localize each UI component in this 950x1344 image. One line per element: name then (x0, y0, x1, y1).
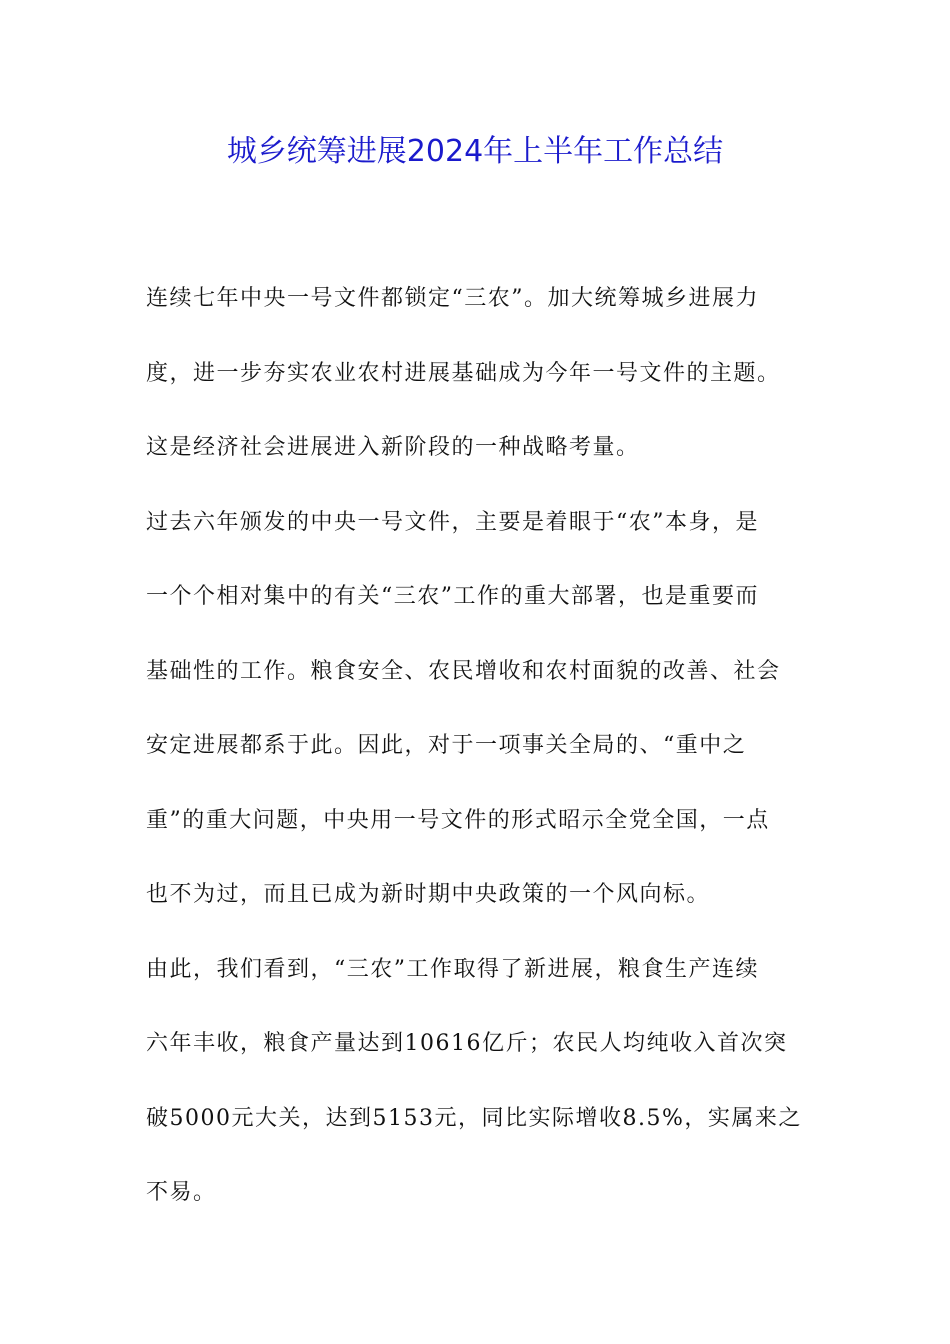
document-body (146, 262, 806, 1231)
paragraph-1 (146, 262, 806, 486)
text-line: 也不为过，而且已成为新时期中央政策的一个风向标。 (146, 882, 711, 907)
text-line: 基础性的工作。粮食安全、农民增收和农村面貌的改善、社会 (146, 658, 781, 684)
text-line: 破5000元大关，达到5153元，同比实际增收8.5%，实属来之 (146, 1105, 802, 1131)
paragraph-2 (146, 486, 806, 933)
text-line: 一个个相对集中的有关“三农”工作的重大部署，也是重要而 (146, 584, 759, 609)
document-title: 城乡统筹进展2024年上半年工作总结 (226, 134, 724, 169)
paragraph-3 (146, 933, 806, 1231)
text-line: 这是经济社会进展进入新阶段的一种战略考量。 (146, 435, 640, 460)
text-line: 六年丰收，粮食产量达到10616亿斤；农民人均纯收入首次突 (146, 1031, 788, 1056)
text-line: 连续七年中央一号文件都锁定“三农”。加大统筹城乡进展力 (146, 286, 759, 311)
text-line: 重”的重大问题，中央用一号文件的形式昭示全党全国，一点 (146, 807, 770, 833)
text-line: 度，进一步夯实农业农村进展基础成为今年一号文件的主题。 (146, 360, 781, 386)
text-line: 不易。 (146, 1180, 217, 1205)
text-line: 过去六年颁发的中央一号文件，主要是着眼于“农”本身，是 (146, 509, 759, 535)
text-line: 由此，我们看到，“三农”工作取得了新进展，粮食生产连续 (146, 956, 759, 982)
text-line: 安定进展都系于此。因此，对于一项事关全局的、“重中之 (146, 733, 747, 758)
